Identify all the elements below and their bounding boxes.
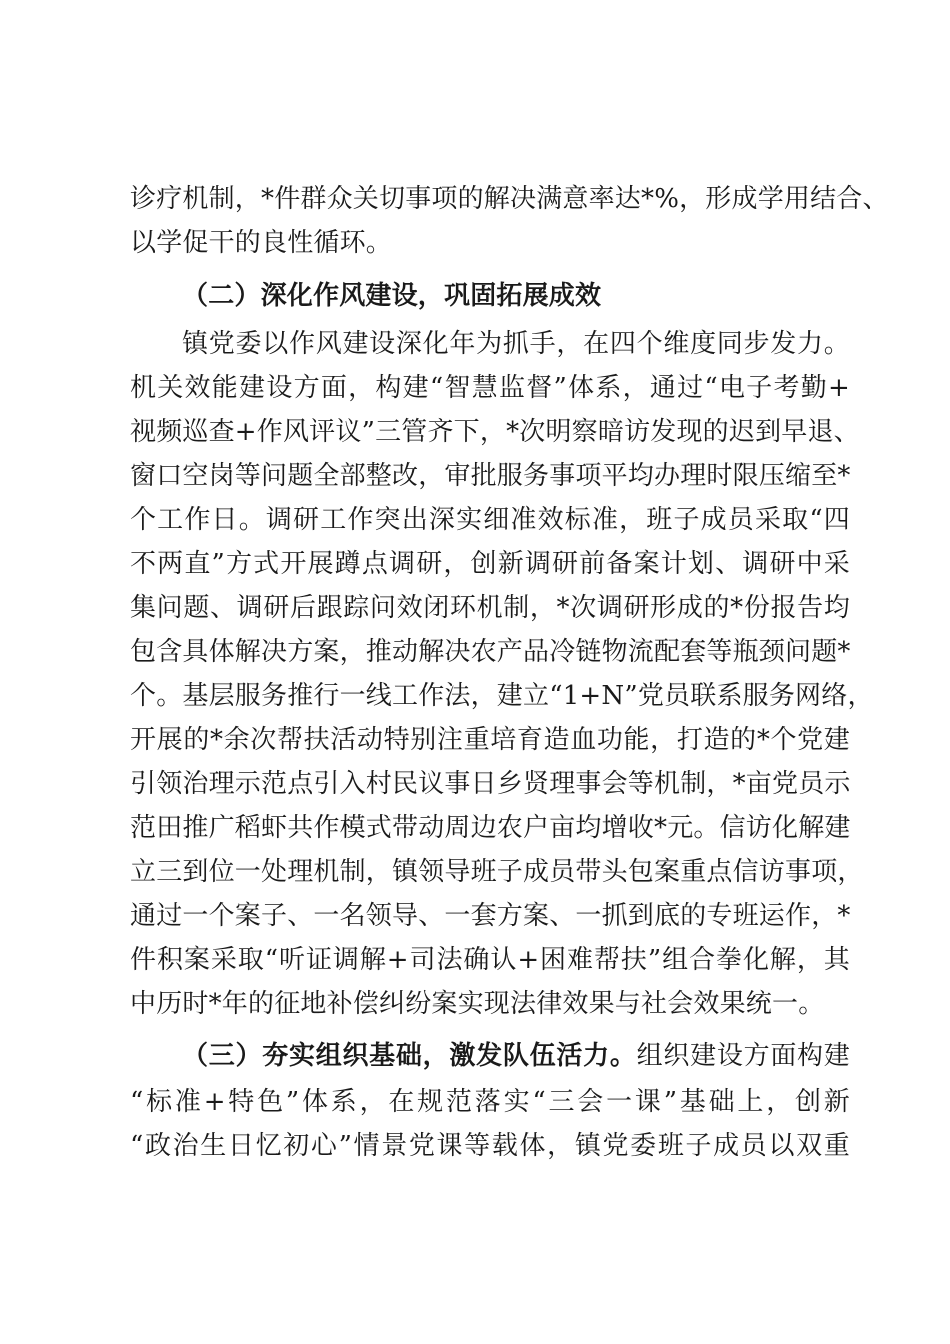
section-heading-inline: （三）夯实组织基础，激发队伍活力。 bbox=[182, 1041, 637, 1071]
paragraph-line: 引领治理示范点引入村民议事日乡贤理事会等机制，*亩党员示 bbox=[130, 769, 851, 799]
paragraph-line: 通过一个案子、一名领导、一套方案、一抓到底的专班运作，* bbox=[130, 901, 851, 931]
paragraph-line: 窗口空岗等问题全部整改，审批服务事项平均办理时限压缩至* bbox=[130, 461, 851, 491]
paragraph-line: “标准+特色”体系，在规范落实“三会一课”基础上，创新 bbox=[130, 1087, 850, 1117]
paragraph-line: 个工作日。调研工作突出深实细准效标准，班子成员采取“四 bbox=[130, 505, 850, 535]
paragraph-line: 视频巡查+作风评议”三管齐下，*次明察暗访发现的迟到早退、 bbox=[130, 417, 860, 447]
paragraph-line: 以学促干的良性循环。 bbox=[130, 228, 393, 258]
paragraph-line: 范田推广稻虾共作模式带动周边农户亩均增收*元。信访化解建 bbox=[130, 813, 851, 843]
paragraph-line: 诊疗机制，*件群众关切事项的解决满意率达*%，形成学用结合、 bbox=[130, 184, 889, 214]
paragraph-line: 件积案采取“听证调解+司法确认+困难帮扶”组合拳化解，其 bbox=[130, 945, 850, 975]
paragraph-line: 开展的*余次帮扶活动特别注重培育造血功能，打造的*个党建 bbox=[130, 725, 850, 755]
paragraph-line: “政治生日忆初心”情景党课等载体，镇党委班子成员以双重 bbox=[130, 1131, 850, 1161]
paragraph-line: 镇党委以作风建设深化年为抓手，在四个维度同步发力。 bbox=[182, 329, 850, 359]
paragraph-line: 立三到位一处理机制，镇领导班子成员带头包案重点信访事项， bbox=[130, 857, 864, 887]
section-first-line bbox=[182, 1034, 850, 1078]
paragraph-line: 机关效能建设方面，构建“智慧监督”体系，通过“电子考勤+ bbox=[130, 373, 850, 403]
paragraph-line: 中历时*年的征地补偿纠纷案实现法律效果与社会效果统一。 bbox=[130, 989, 825, 1019]
paragraph-text: 组织建设方面构建 bbox=[636, 1041, 850, 1071]
paragraph-line: 个。基层服务推行一线工作法，建立“1+N”党员联系服务网络， bbox=[130, 681, 874, 711]
paragraph-line: 集问题、调研后跟踪问效闭环机制，*次调研形成的*份报告均 bbox=[130, 593, 850, 623]
paragraph-line: 不两直”方式开展蹲点调研，创新调研前备案计划、调研中采 bbox=[130, 549, 850, 579]
section-heading: （二）深化作风建设，巩固拓展成效 bbox=[182, 281, 602, 311]
paragraph-line: 包含具体解决方案，推动解决农产品冷链物流配套等瓶颈问题* bbox=[130, 637, 851, 667]
